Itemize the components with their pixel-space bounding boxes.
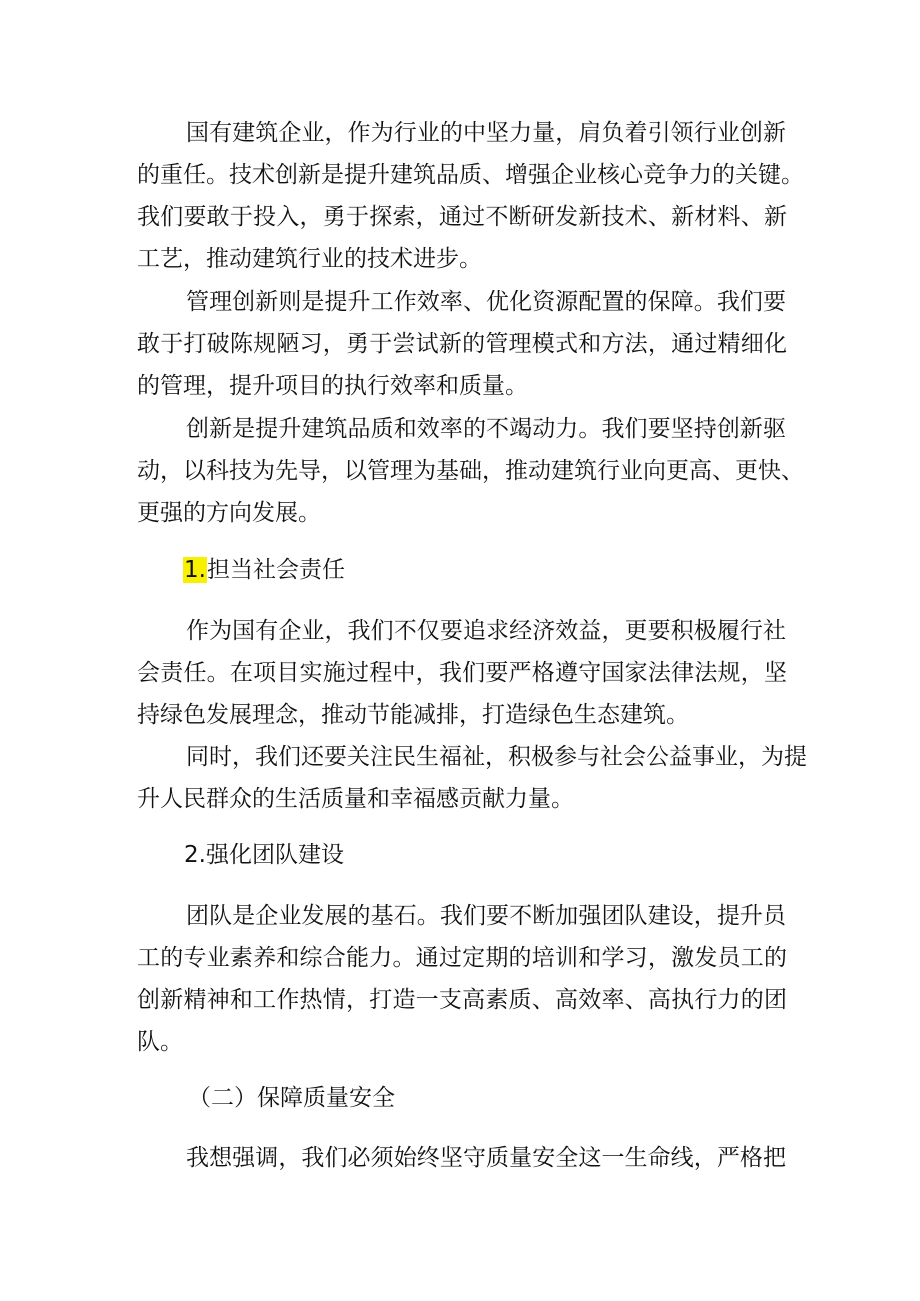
paragraph-line: 升人民群众的生活质量和幸福感贡献力量。 [137, 786, 574, 812]
section-heading: 2.强化团队建设 [184, 842, 344, 868]
paragraph-line: 工的专业素养和综合能力。通过定期的培训和学习，激发员工的 [137, 945, 787, 971]
paragraph-line: 我们要敢于投入，勇于探索，通过不断研发新技术、新材料、新 [137, 204, 787, 230]
paragraph-line: 工艺，推动建筑行业的技术进步。 [137, 246, 482, 272]
paragraph-line: 队。 [137, 1029, 183, 1055]
paragraph-line: 的重任。技术创新是提升建筑品质、增强企业核心竞争力的关键。 [137, 162, 804, 188]
section-heading [183, 555, 345, 585]
paragraph-line: 会责任。在项目实施过程中，我们要严格遵守国家法律法规，坚 [137, 660, 787, 686]
paragraph-line: 国有建筑企业，作为行业的中坚力量，肩负着引领行业创新 [186, 120, 786, 146]
paragraph-line: 我想强调，我们必须始终坚守质量安全这一生命线，严格把 [186, 1145, 786, 1171]
paragraph-line: 更强的方向发展。 [137, 500, 321, 526]
paragraph-line: 作为国有企业，我们不仅要追求经济效益，更要积极履行社 [186, 618, 786, 644]
section-heading: （二）保障质量安全 [188, 1085, 395, 1111]
paragraph-line: 持绿色发展理念，推动节能减排，打造绿色生态建筑。 [137, 702, 689, 728]
heading-text: 担当社会责任 [206, 557, 345, 583]
highlighted-number: 1. [184, 557, 206, 583]
paragraph-line: 动，以科技为先导，以管理为基础，推动建筑行业向更高、更快、 [137, 458, 804, 484]
paragraph-line: 创新是提升建筑品质和效率的不竭动力。我们要坚持创新驱 [186, 416, 786, 442]
paragraph-line: 同时，我们还要关注民生福祉，积极参与社会公益事业，为提 [186, 744, 807, 770]
paragraph-line: 敢于打破陈规陋习，勇于尝试新的管理模式和方法，通过精细化 [137, 331, 787, 357]
paragraph-line: 的管理，提升项目的执行效率和质量。 [137, 373, 528, 399]
paragraph-line: 团队是企业发展的基石。我们要不断加强团队建设，提升员 [186, 903, 786, 929]
paragraph-line: 创新精神和工作热情，打造一支高素质、高效率、高执行力的团 [137, 987, 787, 1013]
paragraph-line: 管理创新则是提升工作效率、优化资源配置的保障。我们要 [186, 289, 786, 315]
